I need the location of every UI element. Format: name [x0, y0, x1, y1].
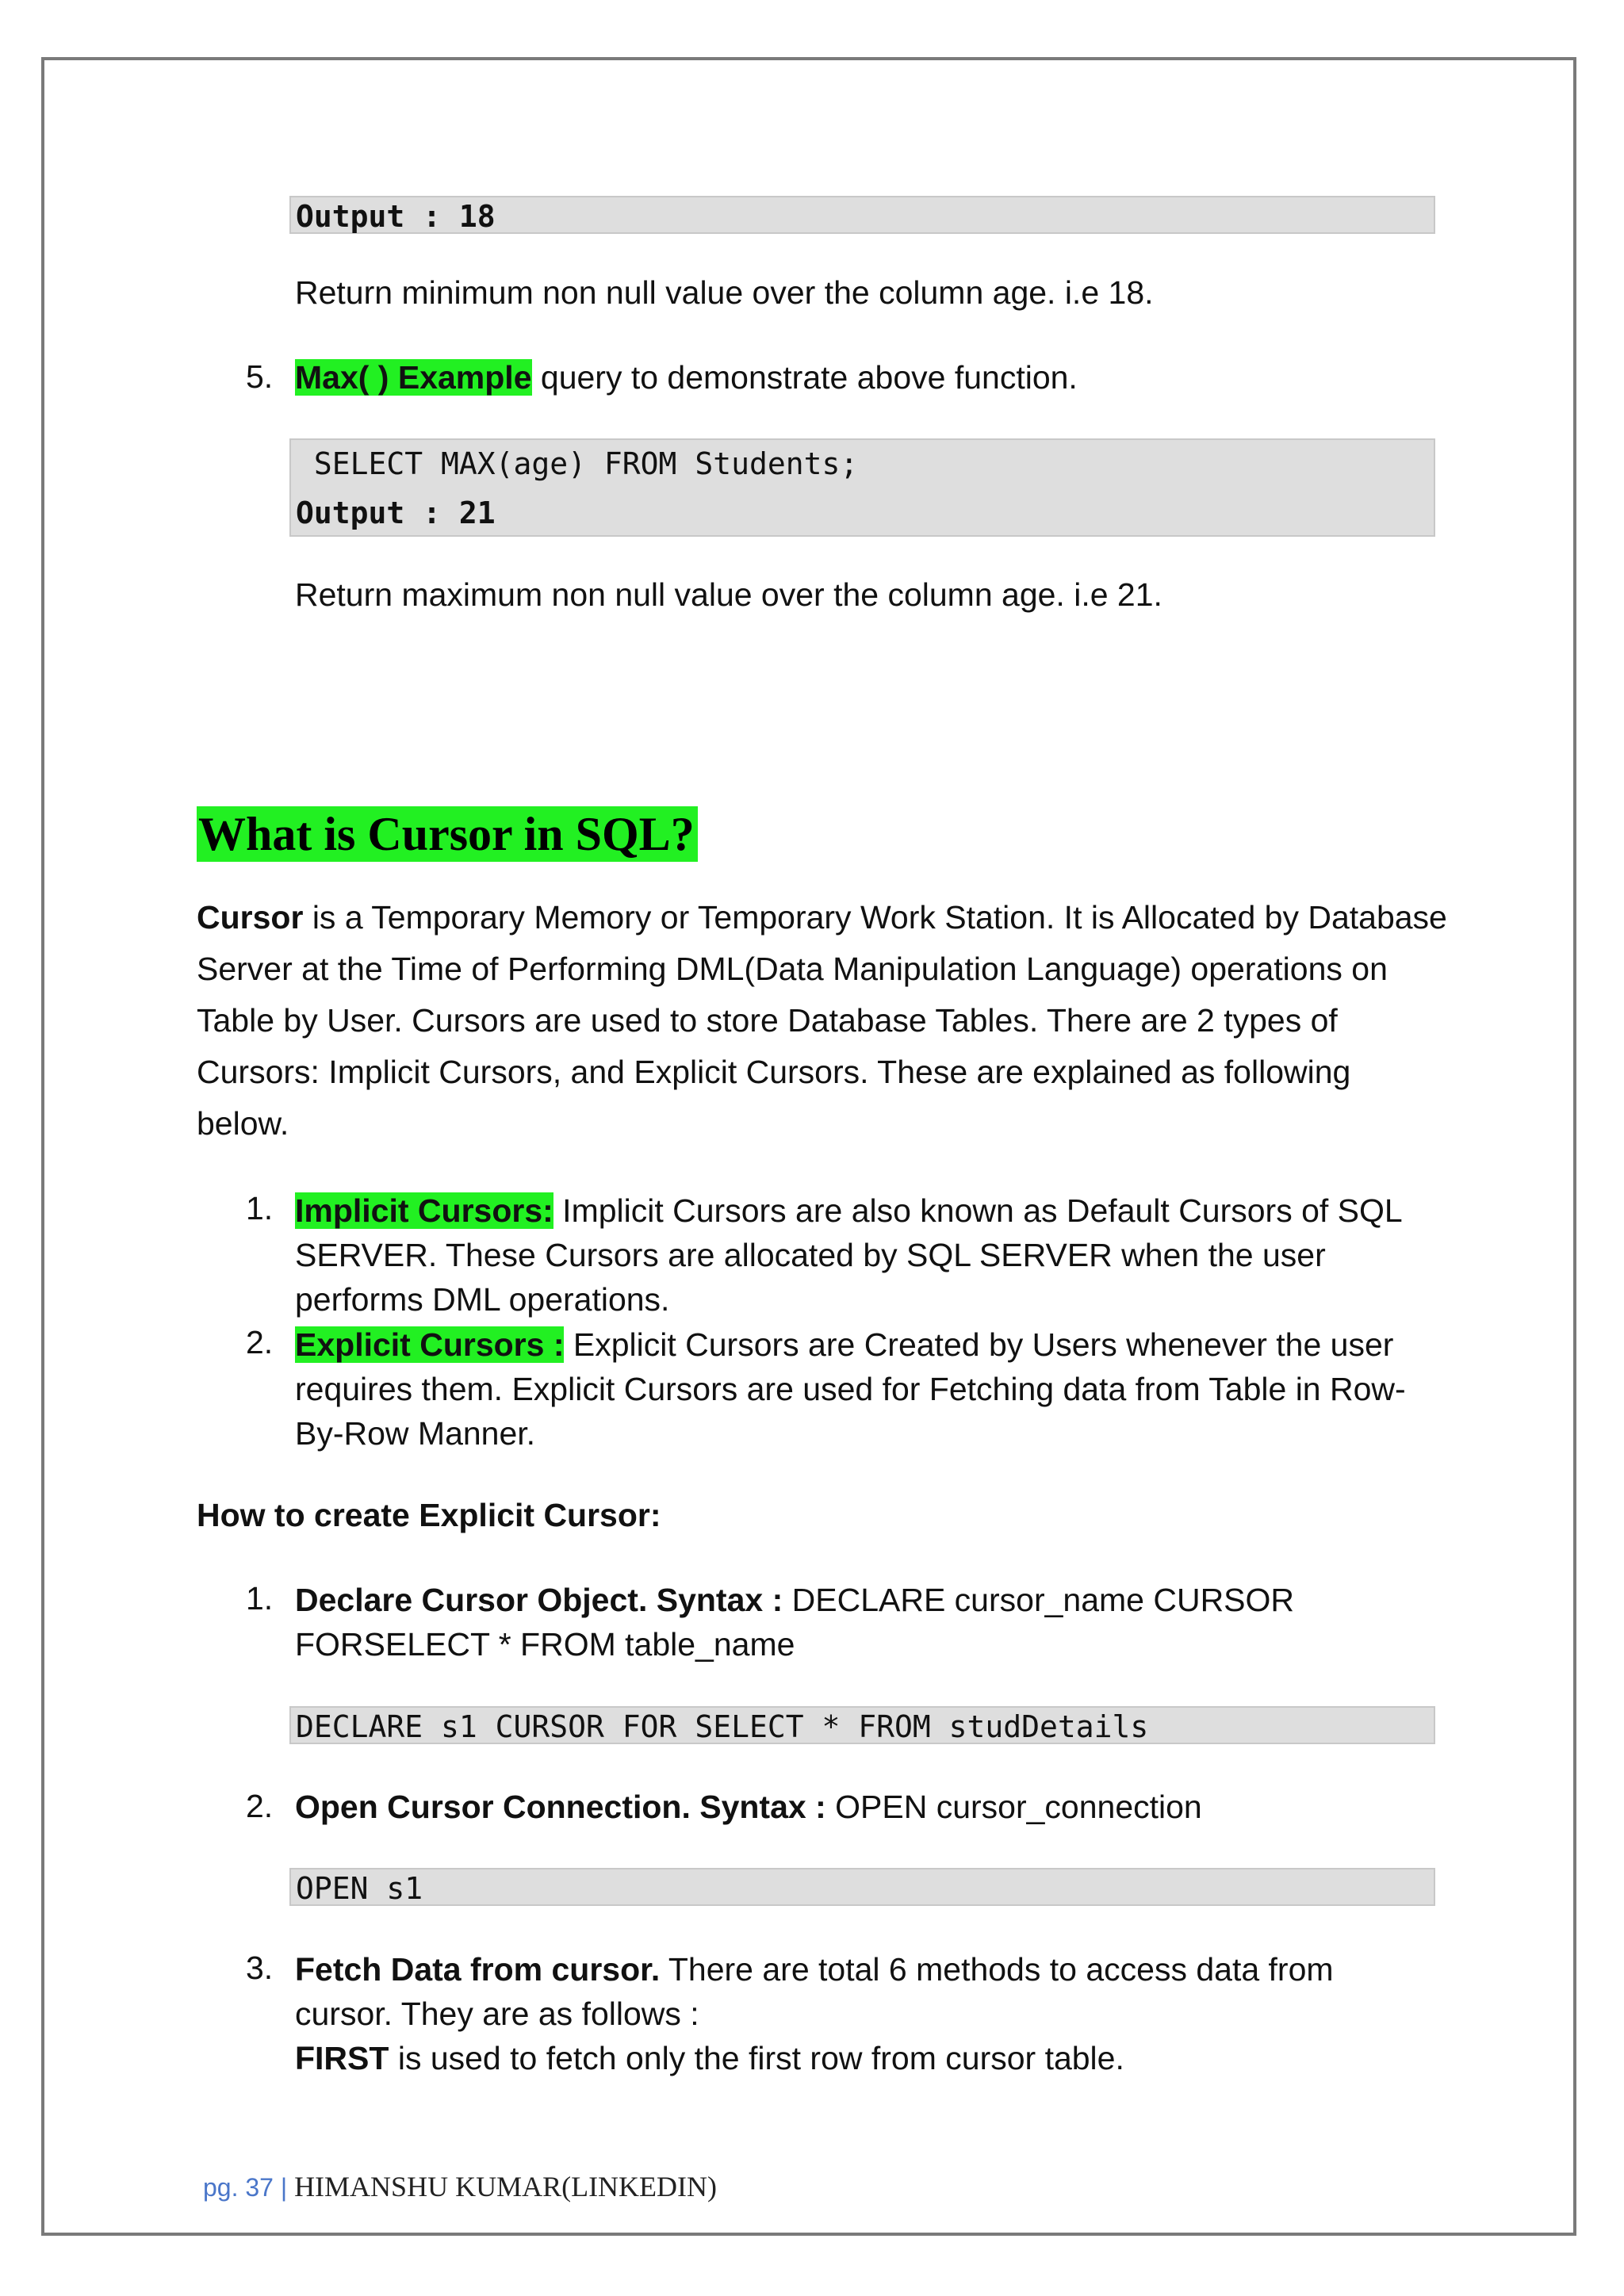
subheading: How to create Explicit Cursor:	[197, 1497, 661, 1533]
step-title: Fetch Data from cursor.	[295, 1951, 661, 1988]
step-title: Open Cursor Connection. Syntax :	[295, 1789, 826, 1825]
section-heading: What is Cursor in SQL?	[197, 806, 698, 862]
code-query-line: SELECT MAX(age) FROM Students;	[296, 446, 859, 481]
list-item-text: query to demonstrate above function.	[531, 359, 1078, 396]
list-number: 3.	[246, 1950, 274, 1986]
code-output-line: Output : 21	[296, 496, 496, 530]
code-block-open	[289, 1868, 1435, 1906]
list-item-max-example	[295, 358, 1078, 397]
intro-paragraph	[197, 892, 1450, 1150]
highlight-term: Explicit Cursors :	[295, 1326, 565, 1363]
list-number: 2.	[246, 1324, 274, 1360]
list-number: 2.	[246, 1788, 274, 1824]
method-term: FIRST	[295, 2040, 389, 2076]
page-number: pg. 37	[203, 2173, 274, 2202]
highlight-term: Implicit Cursors:	[295, 1192, 553, 1229]
code-block-max-query	[289, 438, 1435, 537]
list-number: 5.	[246, 358, 274, 395]
method-text: is used to fetch only the first row from cursor table.	[389, 2040, 1124, 2076]
highlight-term: Max( ) Example	[295, 359, 532, 396]
list-number: 1.	[246, 1190, 274, 1226]
list-item-explicit	[295, 1322, 1453, 1456]
min-explanation: Return minimum non null value over the column age. i.e 18.	[295, 274, 1154, 311]
code-block-declare	[289, 1706, 1435, 1744]
intro-text: is a Temporary Memory or Temporary Work Station. It is Allocated by Database Server at the Time of Performing DML(Data Manipulation Language) operations on Table by User. Cursors are used to store Database Tables. There are 2 types of Cursors: Implicit Cursors, and Explicit Cursors. These are explained as following below.	[197, 899, 1447, 1142]
code-output-line: Output : 18	[296, 199, 496, 234]
step-open	[295, 1788, 1202, 1827]
intro-term: Cursor	[197, 899, 304, 936]
code-line: OPEN s1	[296, 1871, 423, 1906]
list-item-text: Explicit Cursors are Created by Users whenever the user requires them. Explicit Cursors are used for Fetching data from Table in Row-By-Row Manner.	[295, 1326, 1406, 1452]
step-title: Declare Cursor Object. Syntax :	[295, 1582, 783, 1618]
step-text: OPEN cursor_connection	[825, 1789, 1202, 1825]
list-item-text: Implicit Cursors are also known as Default Cursors of SQL SERVER. These Cursors are allocated by SQL SERVER when the user performs DML operations.	[295, 1192, 1402, 1318]
list-number: 1.	[246, 1580, 274, 1617]
code-line: DECLARE s1 CURSOR FOR SELECT * FROM studDetails	[296, 1709, 1149, 1744]
page-footer	[203, 2170, 717, 2203]
step-fetch	[295, 1947, 1421, 2080]
footer-author: HIMANSHU KUMAR(LINKEDIN)	[294, 2171, 718, 2202]
footer-separator: |	[273, 2173, 295, 2202]
step-declare	[295, 1578, 1405, 1667]
step-text: There are total 6 methods to access data from cursor. They are as follows :	[295, 1951, 1334, 2032]
code-block-min-output	[289, 196, 1435, 234]
step-text: DECLARE cursor_name CURSOR FORSELECT * FROM table_name	[295, 1582, 1295, 1663]
list-item-implicit	[295, 1188, 1453, 1322]
max-explanation: Return maximum non null value over the column age. i.e 21.	[295, 576, 1162, 613]
